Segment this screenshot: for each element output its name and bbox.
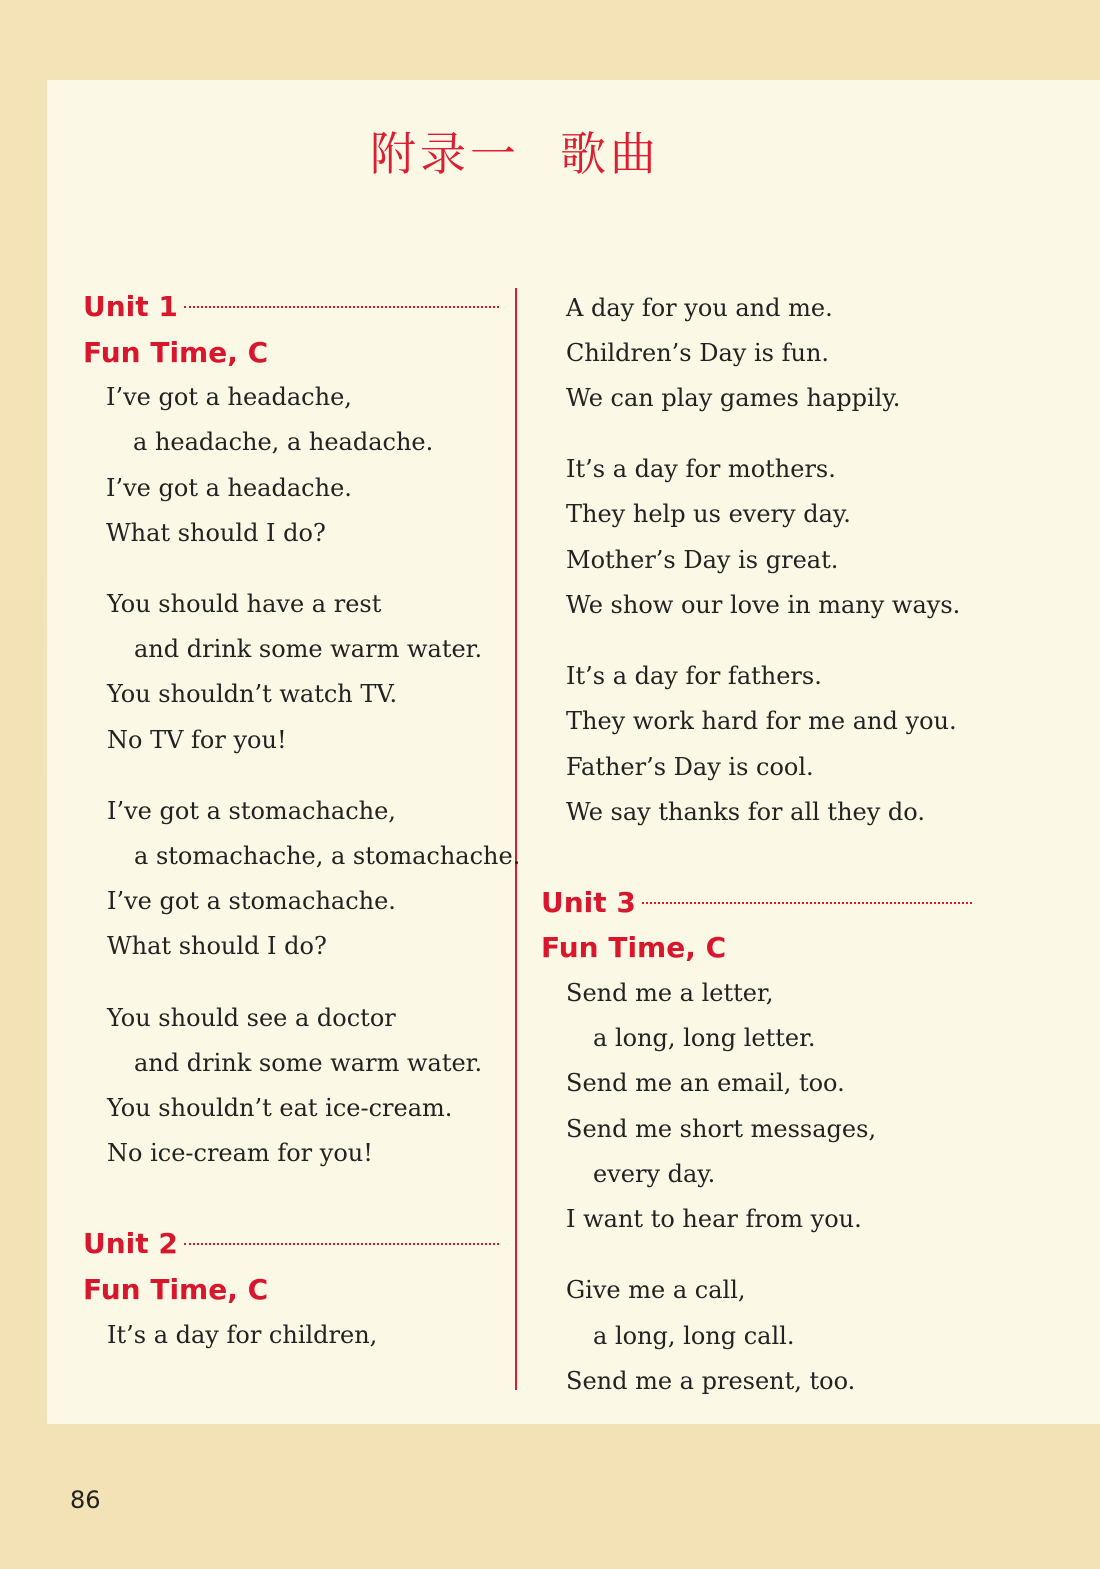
lyric-line: a long, long letter. [593,1024,816,1052]
dotted-leader [642,902,972,904]
lyric-line: Send me an email, too. [566,1069,845,1097]
lyric-line: every day. [593,1160,716,1188]
lyric-line: It’s a day for fathers. [566,662,822,690]
page-number: 86 [70,1486,101,1514]
lyric-line: What should I do? [106,519,326,547]
lyric-line: Give me a call, [566,1276,746,1304]
lyric-line: Send me short messages, [566,1115,877,1143]
lyric-line: What should I do? [107,932,327,960]
unit-2-subheading: Fun Time, C [83,1273,269,1306]
lyric-line: I’ve got a stomachache. [107,887,396,915]
lyric-line: I’ve got a headache, [106,383,352,411]
column-divider [515,288,517,1390]
unit-1-subheading: Fun Time, C [83,336,269,369]
lyric-line: Mother’s Day is great. [566,546,839,574]
lyric-line: a stomachache, a stomachache. [134,842,521,870]
unit-3-label: Unit 3 [541,886,636,919]
title-songs: 歌曲 [560,127,660,181]
lyric-line: We show our love in many ways. [566,591,961,619]
lyric-line: You should have a rest [107,590,382,618]
lyric-line: a long, long call. [593,1322,795,1350]
lyric-line: They work hard for me and you. [566,707,957,735]
lyric-line: and drink some warm water. [134,1049,483,1077]
lyric-line: It’s a day for children, [107,1321,378,1349]
lyric-line: You shouldn’t watch TV. [107,680,398,708]
lyric-line: Send me a present, too. [566,1367,856,1395]
page-title [0,118,1030,184]
lyric-line: I’ve got a stomachache, [107,797,396,825]
lyric-line: and drink some warm water. [134,635,483,663]
title-appendix: 附录一 [370,127,520,181]
dotted-leader [184,306,499,308]
lyric-line: I’ve got a headache. [106,474,352,502]
lyric-line: We say thanks for all they do. [566,798,925,826]
unit-2-label: Unit 2 [83,1227,178,1260]
lyric-line: You shouldn’t eat ice-cream. [107,1094,453,1122]
lyric-line: I want to hear from you. [566,1205,862,1233]
unit-3-subheading: Fun Time, C [541,931,727,964]
lyric-line: We can play games happily. [566,384,901,412]
unit-2-heading [83,1227,499,1260]
lyric-line: It’s a day for mothers. [566,455,836,483]
lyric-line: Father’s Day is cool. [566,753,814,781]
lyric-line: They help us every day. [566,500,851,528]
unit-1-heading [83,290,499,323]
dotted-leader [184,1243,499,1245]
unit-3-heading [541,886,972,919]
lyric-line: You should see a doctor [107,1004,396,1032]
lyric-line: Send me a letter, [566,979,774,1007]
lyric-line: Children’s Day is fun. [566,339,830,367]
lyric-line: No ice-cream for you! [107,1139,373,1167]
lyric-line: No TV for you! [107,726,287,754]
lyric-line: A day for you and me. [566,294,833,322]
lyric-line: a headache, a headache. [133,428,434,456]
unit-1-label: Unit 1 [83,290,178,323]
